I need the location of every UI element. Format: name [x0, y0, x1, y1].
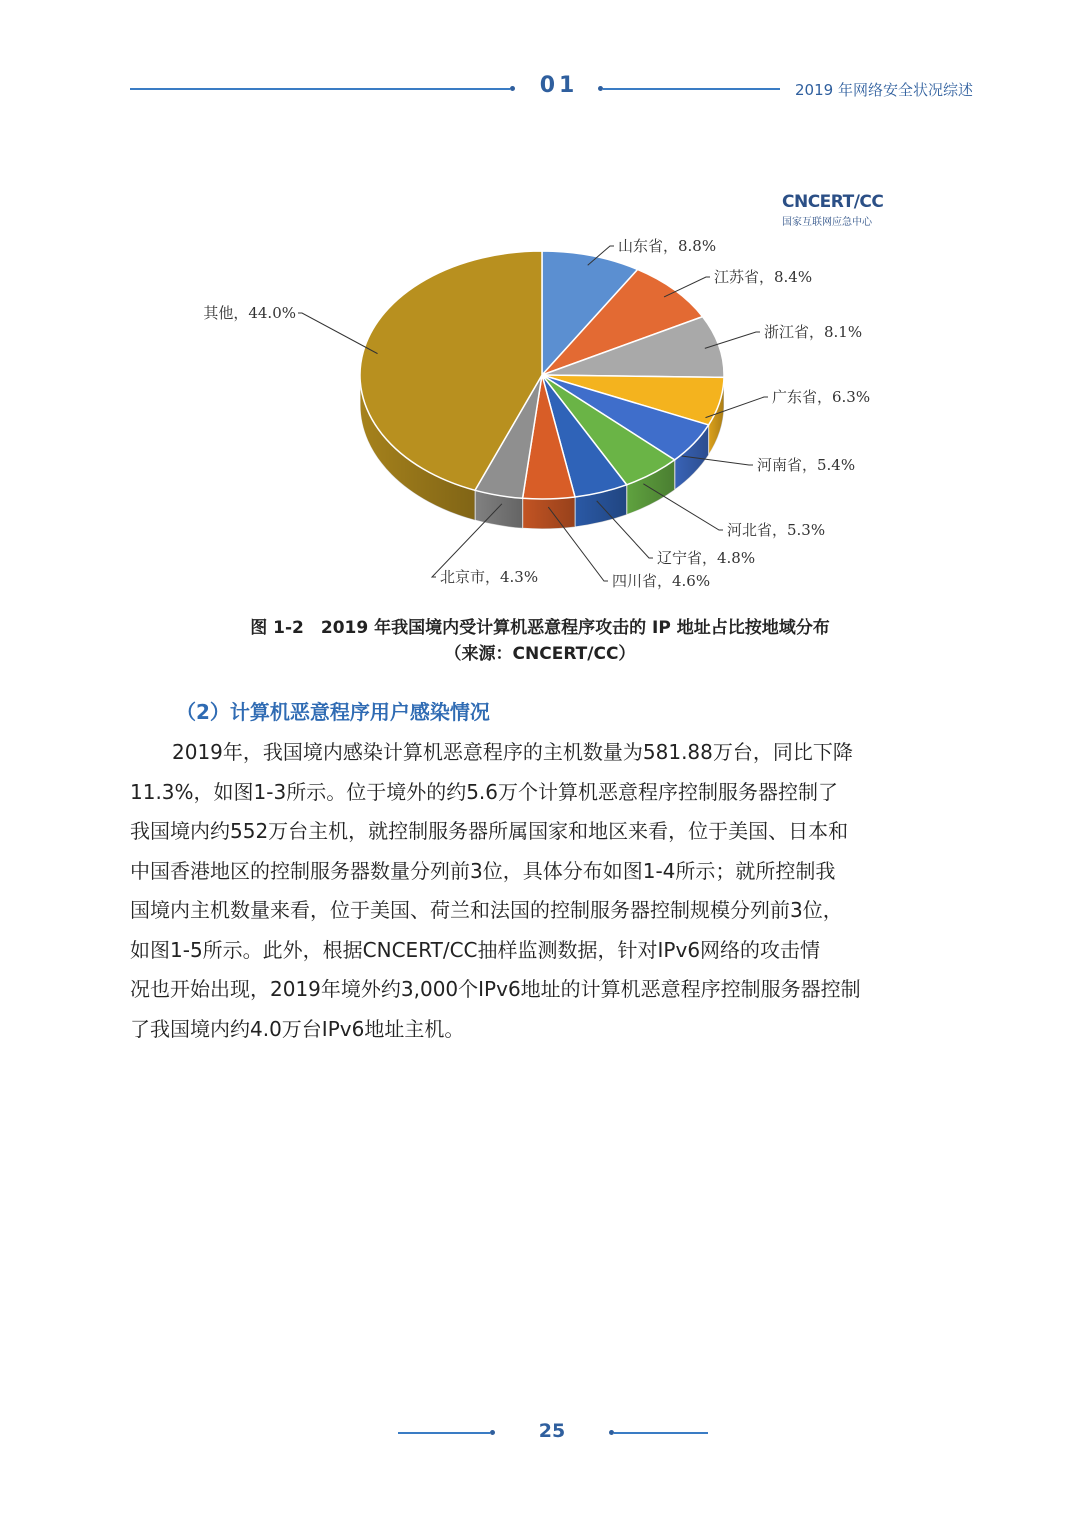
slice-广东省-label: 广东省，6.3%	[772, 388, 871, 406]
figure-source: （来源：CNCERT/CC）	[444, 644, 636, 664]
body-line: 况也开始出现，2019年境外约3,000个IPv6地址的计算机恶意程序控制服务器控制	[130, 977, 861, 1001]
footer-rule-left	[398, 1432, 490, 1434]
body-line: 了我国境内约4.0万台IPv6地址主机。	[130, 1016, 465, 1041]
footer-dot-left	[490, 1430, 495, 1435]
logo-mark: CNCERT/CC	[782, 192, 884, 212]
logo-subtitle: 国家互联网应急中心	[782, 217, 872, 228]
slice-北京市-label: 北京市，4.3%	[440, 568, 539, 586]
slice-浙江省-label: 浙江省，8.1%	[764, 323, 863, 341]
header-rule-left	[130, 88, 510, 90]
slice-四川省-label: 四川省，4.6%	[612, 572, 711, 590]
slice-河南省-label: 河南省，5.4%	[757, 456, 856, 474]
footer-rule-right	[614, 1432, 708, 1434]
header-rule-right	[603, 88, 780, 90]
header-dot-left	[510, 86, 515, 91]
body-line: 中国香港地区的控制服务器数量分列前3位，具体分布如图1-4所示；就所控制我	[130, 858, 836, 883]
slice-四川省-side-shade	[523, 497, 575, 529]
page-number: 25	[538, 1420, 566, 1442]
body-paragraph	[130, 733, 972, 1049]
body-line: 11.3%，如图1-3所示。位于境外的约5.6万个计算机恶意程序控制服务器控制了	[130, 779, 839, 804]
body-line: 如图1-5所示。此外，根据CNCERT/CC抽样监测数据，针对IPv6网络的攻击情	[130, 937, 821, 962]
body-line: 我国境内约552万台主机，就控制服务器所属国家和地区来看，位于美国、日本和	[130, 819, 849, 843]
slice-辽宁省-label: 辽宁省，4.8%	[657, 549, 756, 567]
chapter-number: 01	[539, 73, 579, 98]
figure-caption: 图 1-2 2019 年我国境内受计算机恶意程序攻击的 IP 地址占比按地域分布	[250, 618, 830, 638]
slice-其他-leader-line	[298, 313, 378, 354]
cncert-logo	[782, 192, 902, 228]
slice-其他-label: 其他，44.0%	[203, 304, 296, 322]
body-line: 2019年，我国境内感染计算机恶意程序的主机数量为581.88万台，同比下降	[172, 740, 853, 764]
header-title: 2019 年网络安全状况综述	[795, 81, 973, 99]
slice-山东省-label: 山东省，8.8%	[618, 237, 717, 255]
body-line: 国境内主机数量来看，位于美国、荷兰和法国的控制服务器控制规模分列前3位，	[130, 898, 843, 922]
pie-chart	[180, 225, 900, 595]
section-heading: （2）计算机恶意程序用户感染情况	[176, 700, 490, 724]
slice-河北省-label: 河北省，5.3%	[727, 521, 826, 539]
slice-河北省-leader-line	[643, 484, 723, 530]
slice-江苏省-label: 江苏省，8.4%	[714, 268, 813, 286]
